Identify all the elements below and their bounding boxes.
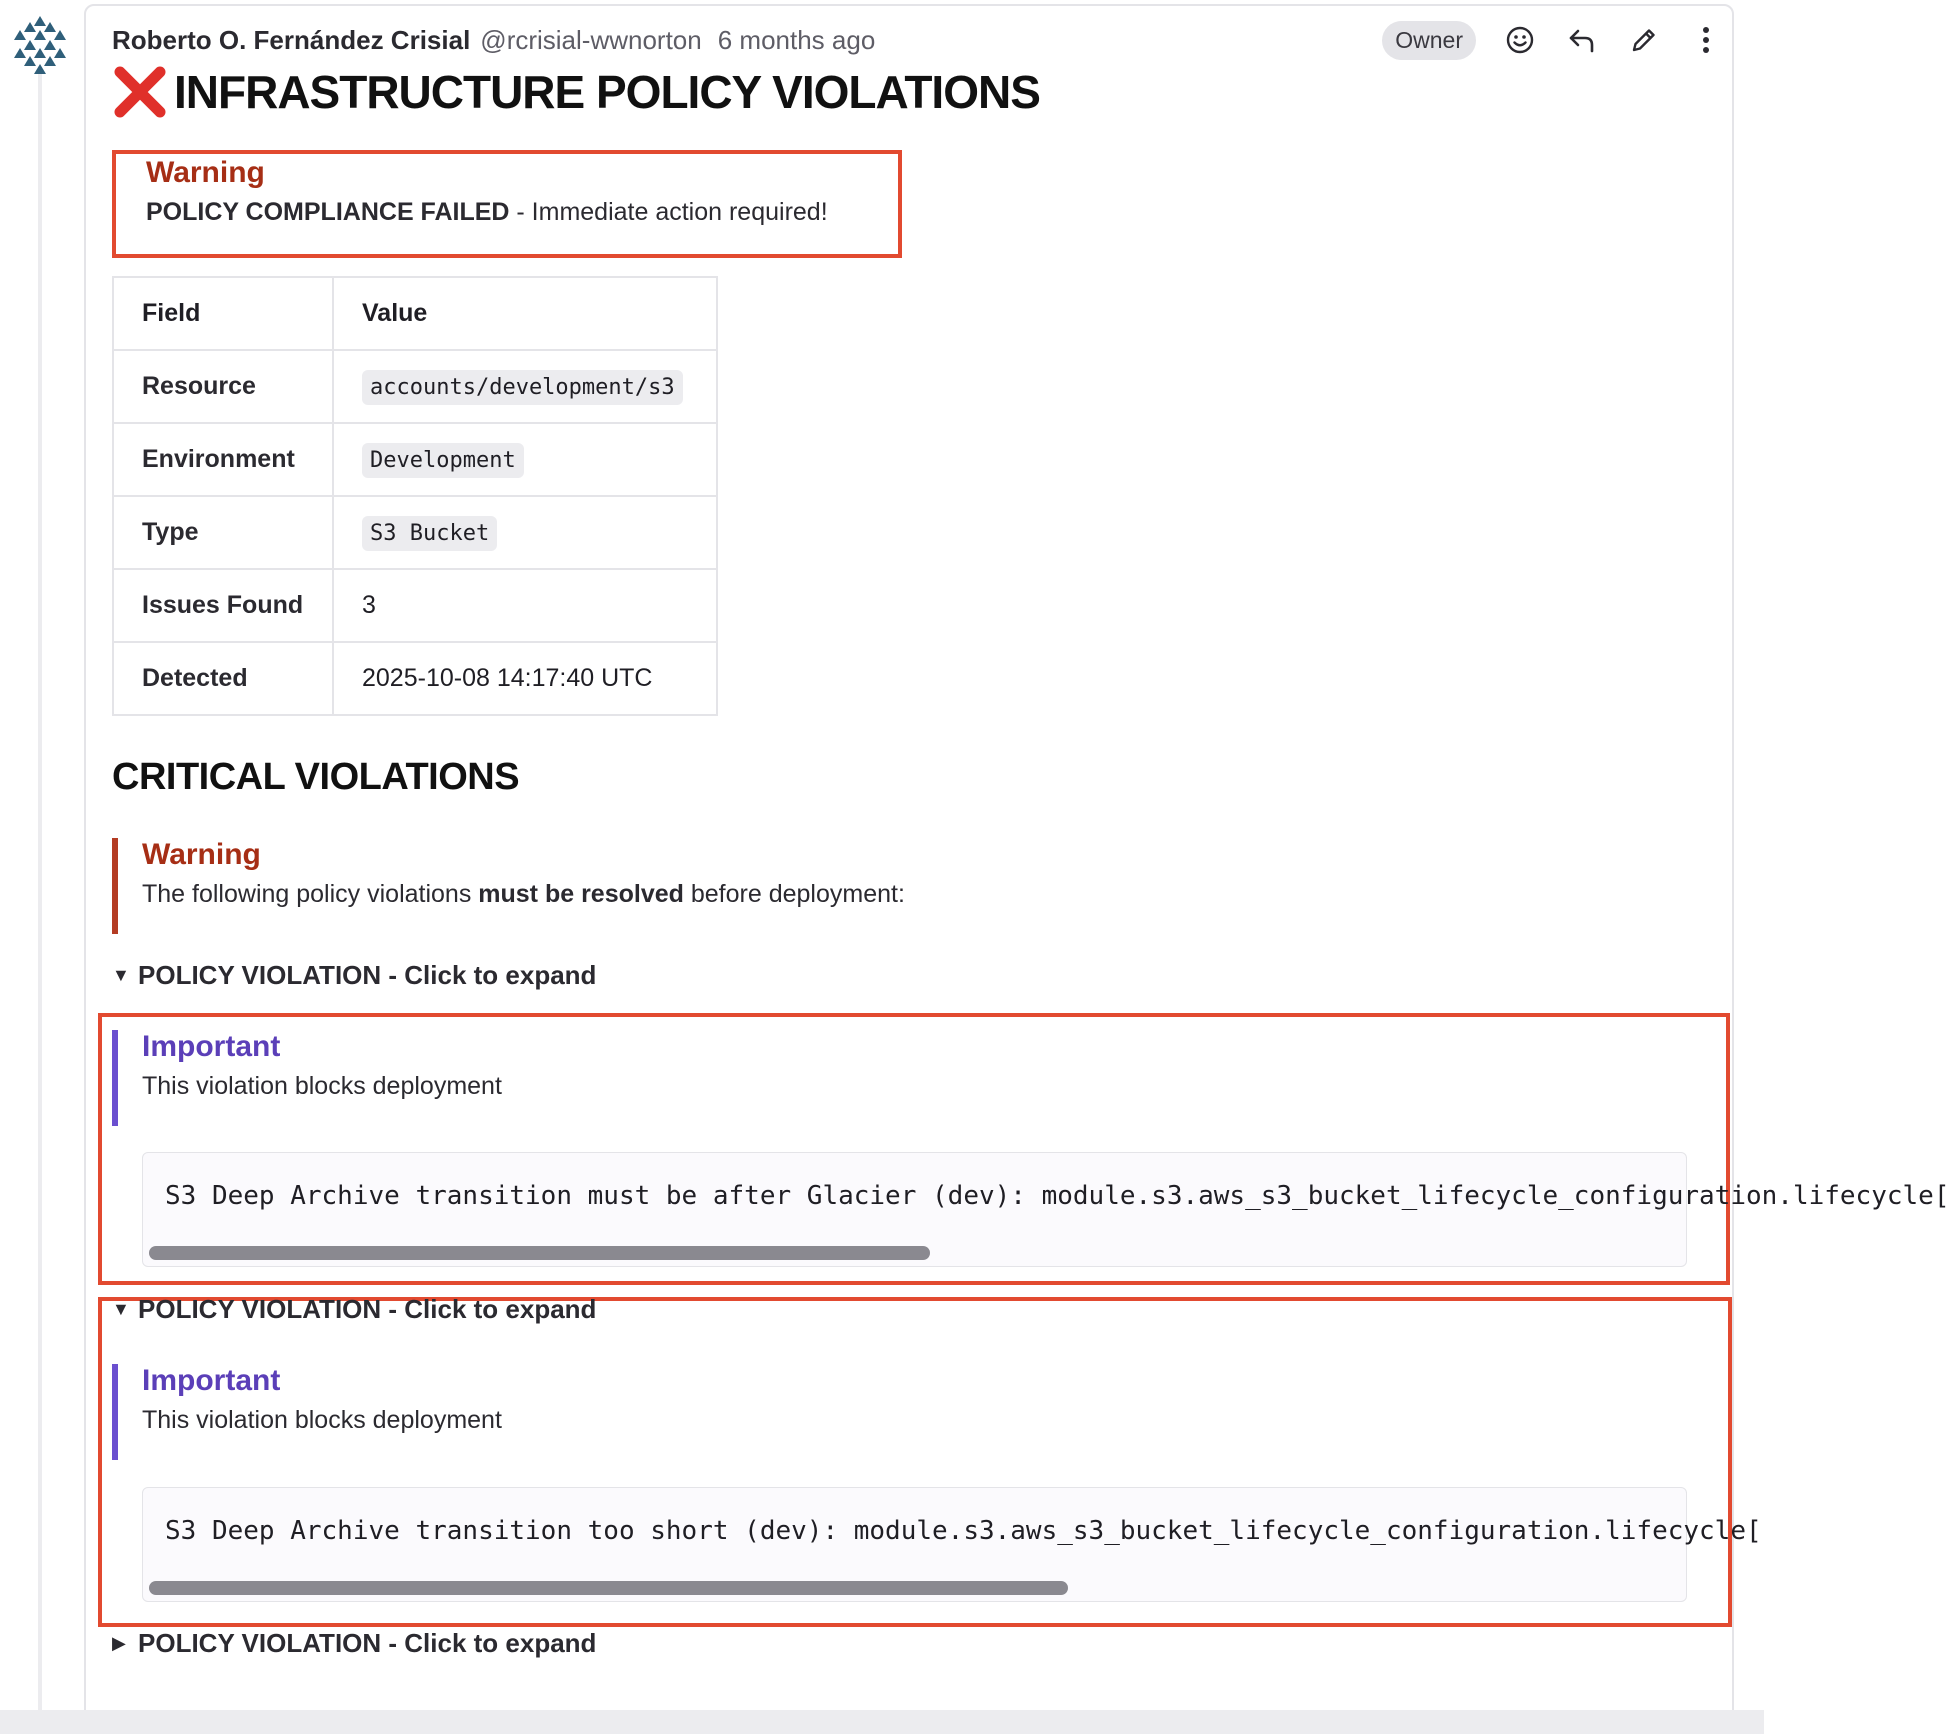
page-title <box>112 64 1040 120</box>
section-heading: CRITICAL VIOLATIONS <box>112 756 520 798</box>
alert-bold-text: must be resolved <box>478 880 684 908</box>
alert-text: This violation blocks deployment <box>142 1072 502 1100</box>
table-row <box>113 423 717 496</box>
vertical-ellipsis-icon[interactable] <box>1688 22 1724 58</box>
field-name: Type <box>113 496 333 569</box>
important-alert <box>112 1364 1612 1460</box>
field-value: 2025-10-08 14:17:40 UTC <box>333 642 717 715</box>
field-value <box>333 496 717 569</box>
code-block[interactable] <box>142 1487 1762 1602</box>
page-bottom-strip <box>0 1710 1764 1734</box>
alert-title: Warning <box>146 156 265 189</box>
warning-alert <box>112 838 1612 934</box>
field-value <box>333 350 717 423</box>
thread-line <box>38 70 42 1710</box>
alert-text <box>142 880 1612 909</box>
field-name: Detected <box>113 642 333 715</box>
expanded-triangle-icon: ▼ <box>112 1299 130 1319</box>
field-value: 3 <box>333 569 717 642</box>
warning-alert <box>118 156 888 227</box>
violation-summary-toggle[interactable] <box>112 1294 596 1325</box>
code-chip: S3 Bucket <box>362 516 497 551</box>
summary-label: POLICY VIOLATION - Click to expand <box>138 1294 597 1324</box>
violation-summary-toggle[interactable] <box>112 1628 596 1659</box>
alert-plain-text: - Immediate action required! <box>509 198 828 226</box>
code-line: S3 Deep Archive transition must be after Glacier (dev): module.s3.aws_s3_bucket_lifecycle_configuration.lifecycle[ <box>165 1181 1949 1211</box>
alert-text <box>146 198 888 227</box>
red-x-icon <box>112 64 168 120</box>
role-badge: Owner <box>1382 21 1476 60</box>
note-actions <box>1382 18 1724 62</box>
alert-title: Important <box>142 1030 281 1063</box>
collapsed-triangle-icon: ▶ <box>112 1633 126 1653</box>
alert-plain-text: The following policy violations <box>142 880 479 908</box>
info-table <box>112 276 718 716</box>
reply-arrow-icon[interactable] <box>1564 22 1600 58</box>
field-name: Environment <box>113 423 333 496</box>
column-header: Field <box>113 277 333 350</box>
smiley-icon[interactable] <box>1502 22 1538 58</box>
table-row <box>113 642 717 715</box>
table-row <box>113 569 717 642</box>
alert-text: This violation blocks deployment <box>142 1406 502 1434</box>
important-alert <box>112 1030 1612 1126</box>
code-chip: Development <box>362 443 524 478</box>
table-header-row <box>113 277 717 350</box>
code-block[interactable] <box>142 1152 1949 1267</box>
note-header <box>112 22 875 58</box>
title-text: INFRASTRUCTURE POLICY VIOLATIONS <box>174 66 1040 118</box>
alert-plain-text: before deployment: <box>683 880 905 908</box>
field-name: Resource <box>113 350 333 423</box>
table-row <box>113 350 717 423</box>
summary-label: POLICY VIOLATION - Click to expand <box>138 1628 597 1658</box>
alert-bold-text: POLICY COMPLIANCE FAILED <box>146 198 510 226</box>
horizontal-scrollbar[interactable] <box>149 1246 930 1260</box>
column-header: Value <box>333 277 717 350</box>
avatar[interactable] <box>8 12 72 76</box>
expanded-triangle-icon: ▼ <box>112 965 130 985</box>
author-handle[interactable]: @rcrisial-wwnorton <box>480 24 702 55</box>
violation-summary-toggle[interactable] <box>112 960 596 991</box>
pencil-icon[interactable] <box>1626 22 1662 58</box>
author-name[interactable]: Roberto O. Fernández Crisial <box>112 24 471 55</box>
timestamp[interactable]: 6 months ago <box>717 24 876 55</box>
table-row <box>113 496 717 569</box>
alert-title: Important <box>142 1364 281 1397</box>
code-line: S3 Deep Archive transition too short (dev): module.s3.aws_s3_bucket_lifecycle_configuration.lifecycle[ <box>165 1516 1762 1546</box>
field-value <box>333 423 717 496</box>
field-name: Issues Found <box>113 569 333 642</box>
summary-label: POLICY VIOLATION - Click to expand <box>138 960 597 990</box>
alert-title: Warning <box>142 838 261 871</box>
horizontal-scrollbar[interactable] <box>149 1581 1068 1595</box>
code-chip: accounts/development/s3 <box>362 370 683 405</box>
